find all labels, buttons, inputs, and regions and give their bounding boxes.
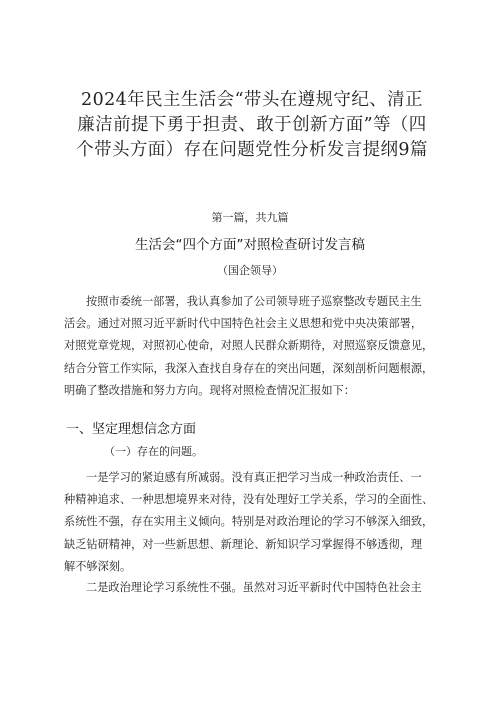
- paragraph-line: 一是学习的紧迫感有所减弱。没有真正把学习当成一种政治责任、一: [86, 471, 422, 484]
- intro-line: 结合分管工作实际，我深入查找自身存在的突出问题，深刻剖析问题根源，: [64, 361, 434, 375]
- problem-paragraph-2: [64, 577, 442, 599]
- title-line-1: 2024年民主生活会“带头在遵规守纪、清正: [81, 90, 423, 110]
- problem-paragraph-1: [64, 467, 442, 578]
- intro-paragraph: [64, 291, 442, 402]
- article-title: 生活会“四个方面”对照检查研讨发言稿: [135, 237, 365, 253]
- part-label: 第一篇，共九篇: [211, 211, 289, 224]
- paragraph-line: 二是政治理论学习系统性不强。虽然对习近平新时代中国特色社会主: [86, 581, 422, 594]
- intro-line: 明确了整改措施和努力方向。现将对照检查情况汇报如下：: [64, 383, 355, 397]
- intro-line: 按照市委统一部署，我认真参加了公司领导班子巡察整改专题民主生: [86, 295, 422, 308]
- author-label: （国企领导）: [217, 264, 283, 277]
- paragraph-line: 缺乏钻研精神，对一些新思想、新理论、新知识学习掌握得不够透彻，理: [64, 537, 423, 551]
- intro-line: 活会。通过对照习近平新时代中国特色社会主义思想和党中央决策部署，: [64, 317, 423, 331]
- document-title: [52, 88, 452, 163]
- section-heading: 一、坚定理想信念方面: [66, 422, 197, 437]
- paragraph-line: 系统性不强，存在实用主义倾向。特别是对政治理论的学习不够深入细致，: [64, 515, 434, 529]
- title-line-3: 个带头方面）存在问题党性分析发言提纲9篇: [76, 140, 428, 160]
- paragraph-line: 解不够深刻。: [64, 559, 132, 573]
- paragraph-line: 种精神追求、一种思想境界来对待，没有处理好工学关系，学习的全面性、: [64, 493, 434, 507]
- sub-heading: （一）存在的问题。: [104, 445, 203, 458]
- title-line-2: 廉洁前提下勇于担责、敢于创新方面”等（四: [77, 115, 427, 135]
- intro-line: 对照党章党规，对照初心使命，对照人民群众新期待，对照巡察反馈意见，: [64, 339, 434, 353]
